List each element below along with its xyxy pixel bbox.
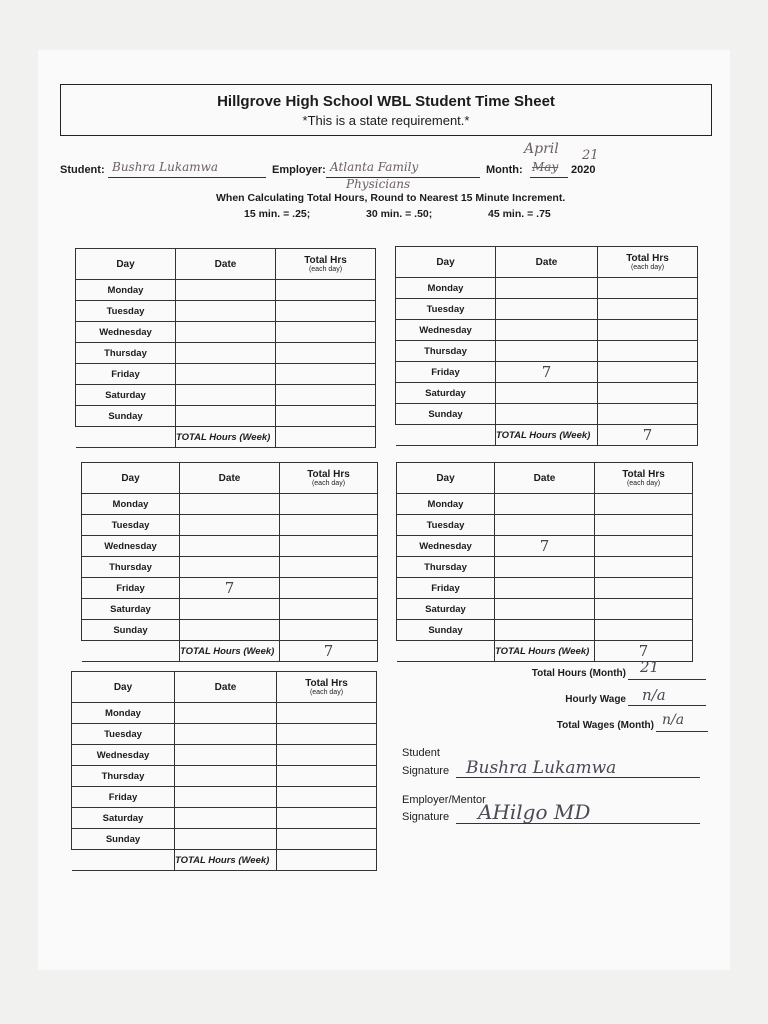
date-cell [175,829,277,850]
date-cell [495,599,595,620]
date-cell [496,320,598,341]
date-cell [495,515,595,536]
total-hrs-cell [277,745,377,766]
total-hrs-cell [595,515,693,536]
week-total-value: 7 [280,641,378,662]
employer-sig-label-2: Signature [402,811,450,823]
date-cell [495,578,595,599]
total-hrs-cell [277,703,377,724]
table-row [82,620,378,641]
col-day-header: Day [72,672,175,703]
each-day-label: (each day) [630,264,665,271]
day-cell: Tuesday [72,724,175,745]
date-cell: 7 [496,362,598,383]
table-row [76,322,376,343]
total-hrs-cell [595,620,693,641]
table-row [397,494,693,515]
day-cell: Saturday [397,599,495,620]
day-cell: Wednesday [72,745,175,766]
col-date-header: Date [495,463,595,494]
year-value: 2020 [571,164,596,176]
total-hrs-cell [277,829,377,850]
date-cell: 7 [495,536,595,557]
hourly-wage-line [628,693,706,706]
month-label: Month: [486,164,523,176]
total-hrs-cell [276,322,376,343]
date-cell [176,385,276,406]
table-row [76,343,376,364]
week-total-value: 7 [598,425,698,446]
day-cell: Saturday [396,383,496,404]
day-cell: Saturday [76,385,176,406]
week-total-label: TOTAL Hours (Week) [180,641,280,662]
day-cell: Thursday [397,557,495,578]
date-cell [176,406,276,427]
date-cell [176,280,276,301]
date-cell [495,620,595,641]
total-hrs-cell [598,320,698,341]
date-cell [180,620,280,641]
employer-handwritten-2: Physicians [346,177,411,191]
day-cell: Sunday [396,404,496,425]
week-total-label: TOTAL Hours (Week) [176,427,276,448]
table-row [72,703,377,724]
increment-15: 15 min. = .25; [244,208,311,220]
total-hrs-label: Total Hrs [626,253,669,264]
student-handwritten: Bushra Lukamwa [112,160,219,174]
date-cell [180,494,280,515]
total-hrs-label: Total Hrs [622,469,665,480]
table-row [397,599,693,620]
day-cell: Thursday [82,557,180,578]
total-hrs-cell [595,494,693,515]
day-cell: Tuesday [396,299,496,320]
date-cell [496,278,598,299]
table-row [76,406,376,427]
week-table-3 [81,462,378,662]
col-total-header [277,672,377,703]
day-cell: Wednesday [397,536,495,557]
day-cell: Sunday [76,406,176,427]
total-hrs-cell [598,404,698,425]
date-cell [495,494,595,515]
total-hrs-cell [276,301,376,322]
table-row [82,578,378,599]
total-hrs-cell [280,494,378,515]
total-hrs-cell [598,362,698,383]
hourly-wage-label: Hourly Wage [565,694,626,705]
total-hrs-cell [595,557,693,578]
day-cell: Thursday [76,343,176,364]
col-total-header [280,463,378,494]
employer-handwritten-1: Atlanta Family [330,160,419,174]
table-row [82,494,378,515]
table-row [72,724,377,745]
table-row [396,278,698,299]
increment-30: 30 min. = .50; [366,208,433,220]
day-cell: Monday [72,703,175,724]
total-hrs-cell [598,341,698,362]
day-cell: Monday [82,494,180,515]
day-cell: Saturday [72,808,175,829]
day-cell: Sunday [72,829,175,850]
day-cell: Sunday [82,620,180,641]
table-row [72,766,377,787]
table-row [396,299,698,320]
col-day-header: Day [76,249,176,280]
week-total-label: TOTAL Hours (Week) [496,425,598,446]
blank-cell [76,427,176,448]
day-cell: Friday [396,362,496,383]
total-hrs-cell [277,724,377,745]
day-cell: Monday [396,278,496,299]
total-hrs-cell [595,578,693,599]
day-cell: Friday [72,787,175,808]
table-row [82,536,378,557]
day-note: 21 [582,148,599,163]
col-total-header [598,247,698,278]
day-cell: Thursday [396,341,496,362]
total-hours-value: 21 [640,658,660,676]
total-hrs-cell [595,536,693,557]
table-row [72,829,377,850]
total-hrs-cell [277,808,377,829]
date-cell [175,724,277,745]
day-cell: Friday [76,364,176,385]
date-cell: 7 [180,578,280,599]
date-cell [180,557,280,578]
date-cell [176,364,276,385]
total-hrs-cell [276,280,376,301]
date-cell [180,515,280,536]
col-date-header: Date [496,247,598,278]
date-cell [176,322,276,343]
total-hrs-cell [276,364,376,385]
total-hrs-cell [277,766,377,787]
employer-signature: AHilgo MD [478,800,591,824]
student-sig-label-2: Signature [402,765,450,777]
date-cell [175,766,277,787]
date-cell [180,536,280,557]
date-cell [176,301,276,322]
col-date-header: Date [180,463,280,494]
day-cell: Saturday [82,599,180,620]
total-hrs-cell [280,515,378,536]
table-row [72,787,377,808]
total-hrs-cell [276,385,376,406]
day-cell: Tuesday [82,515,180,536]
total-hrs-cell [595,599,693,620]
total-wages-label: Total Wages (Month) [556,720,654,731]
blank-cell [72,850,175,871]
table-row [82,515,378,536]
table-row [396,362,698,383]
title-box [60,84,712,136]
total-hrs-label: Total Hrs [304,255,347,266]
table-row [396,320,698,341]
each-day-label: (each day) [308,266,343,273]
table-row [396,404,698,425]
week-total-value [276,427,376,448]
week-total-value [277,850,377,871]
col-total-header [276,249,376,280]
total-hrs-cell [598,278,698,299]
hourly-wage-value: n/a [642,686,666,704]
date-cell [175,703,277,724]
date-cell [495,557,595,578]
date-cell [496,299,598,320]
table-row [397,536,693,557]
col-day-header: Day [82,463,180,494]
col-total-header [595,463,693,494]
day-cell: Wednesday [396,320,496,341]
table-row [76,364,376,385]
day-cell: Wednesday [82,536,180,557]
each-day-label: (each day) [626,480,661,487]
col-day-header: Day [396,247,496,278]
day-cell: Tuesday [397,515,495,536]
date-cell [180,599,280,620]
table-row [82,599,378,620]
table-row [397,578,693,599]
table-row [76,385,376,406]
day-cell: Friday [397,578,495,599]
day-cell: Friday [82,578,180,599]
total-hrs-cell [276,406,376,427]
total-hrs-cell [280,557,378,578]
total-hrs-cell [598,299,698,320]
date-cell [496,383,598,404]
blank-cell [397,641,495,662]
student-label: Student: [60,164,105,176]
week-table-2 [395,246,698,446]
student-signature: Bushra Lukamwa [466,758,617,778]
day-cell: Monday [76,280,176,301]
page-title: Hillgrove High School WBL Student Time Sheet [217,93,555,110]
blank-cell [396,425,496,446]
total-hours-label: Total Hours (Month) [531,668,626,679]
increment-45: 45 min. = .75 [488,208,551,220]
date-cell [175,745,277,766]
total-hrs-cell [280,620,378,641]
date-cell [496,404,598,425]
week-table-1 [75,248,376,448]
date-cell [176,343,276,364]
total-hrs-cell [277,787,377,808]
total-hrs-cell [280,536,378,557]
col-date-header: Date [175,672,277,703]
total-hrs-label: Total Hrs [307,469,350,480]
month-handwritten: April [524,141,559,157]
table-row [396,383,698,404]
table-row [397,620,693,641]
date-cell [175,787,277,808]
day-cell: Monday [397,494,495,515]
total-hrs-cell [598,383,698,404]
each-day-label: (each day) [311,480,346,487]
col-day-header: Day [397,463,495,494]
week-total-label: TOTAL Hours (Week) [495,641,595,662]
total-hrs-cell [280,578,378,599]
table-row [82,557,378,578]
page-subtitle: *This is a state requirement.* [302,113,470,128]
table-row [72,745,377,766]
date-cell [496,341,598,362]
date-cell [175,808,277,829]
table-row [72,808,377,829]
student-sig-label-1: Student [402,747,440,759]
col-date-header: Date [176,249,276,280]
table-row [76,280,376,301]
total-wages-value: n/a [662,712,685,728]
table-row [396,341,698,362]
day-cell: Wednesday [76,322,176,343]
day-cell: Thursday [72,766,175,787]
day-cell: Sunday [397,620,495,641]
employer-sig-label-1: Employer/Mentor [402,794,486,806]
week-total-label: TOTAL Hours (Week) [175,850,277,871]
instructions-line: When Calculating Total Hours, Round to Nearest 15 Minute Increment. [216,192,566,204]
total-hrs-cell [276,343,376,364]
table-row [397,557,693,578]
table-row [397,515,693,536]
blank-cell [82,641,180,662]
week-total-value: 7 [595,641,693,662]
employer-label: Employer: [272,164,326,176]
total-hrs-label: Total Hrs [305,678,348,689]
table-row [76,301,376,322]
each-day-label: (each day) [309,689,344,696]
total-hrs-cell [280,599,378,620]
week-table-4 [396,462,693,662]
month-struck: May [532,160,559,174]
week-table-5 [71,671,377,871]
day-cell: Tuesday [76,301,176,322]
